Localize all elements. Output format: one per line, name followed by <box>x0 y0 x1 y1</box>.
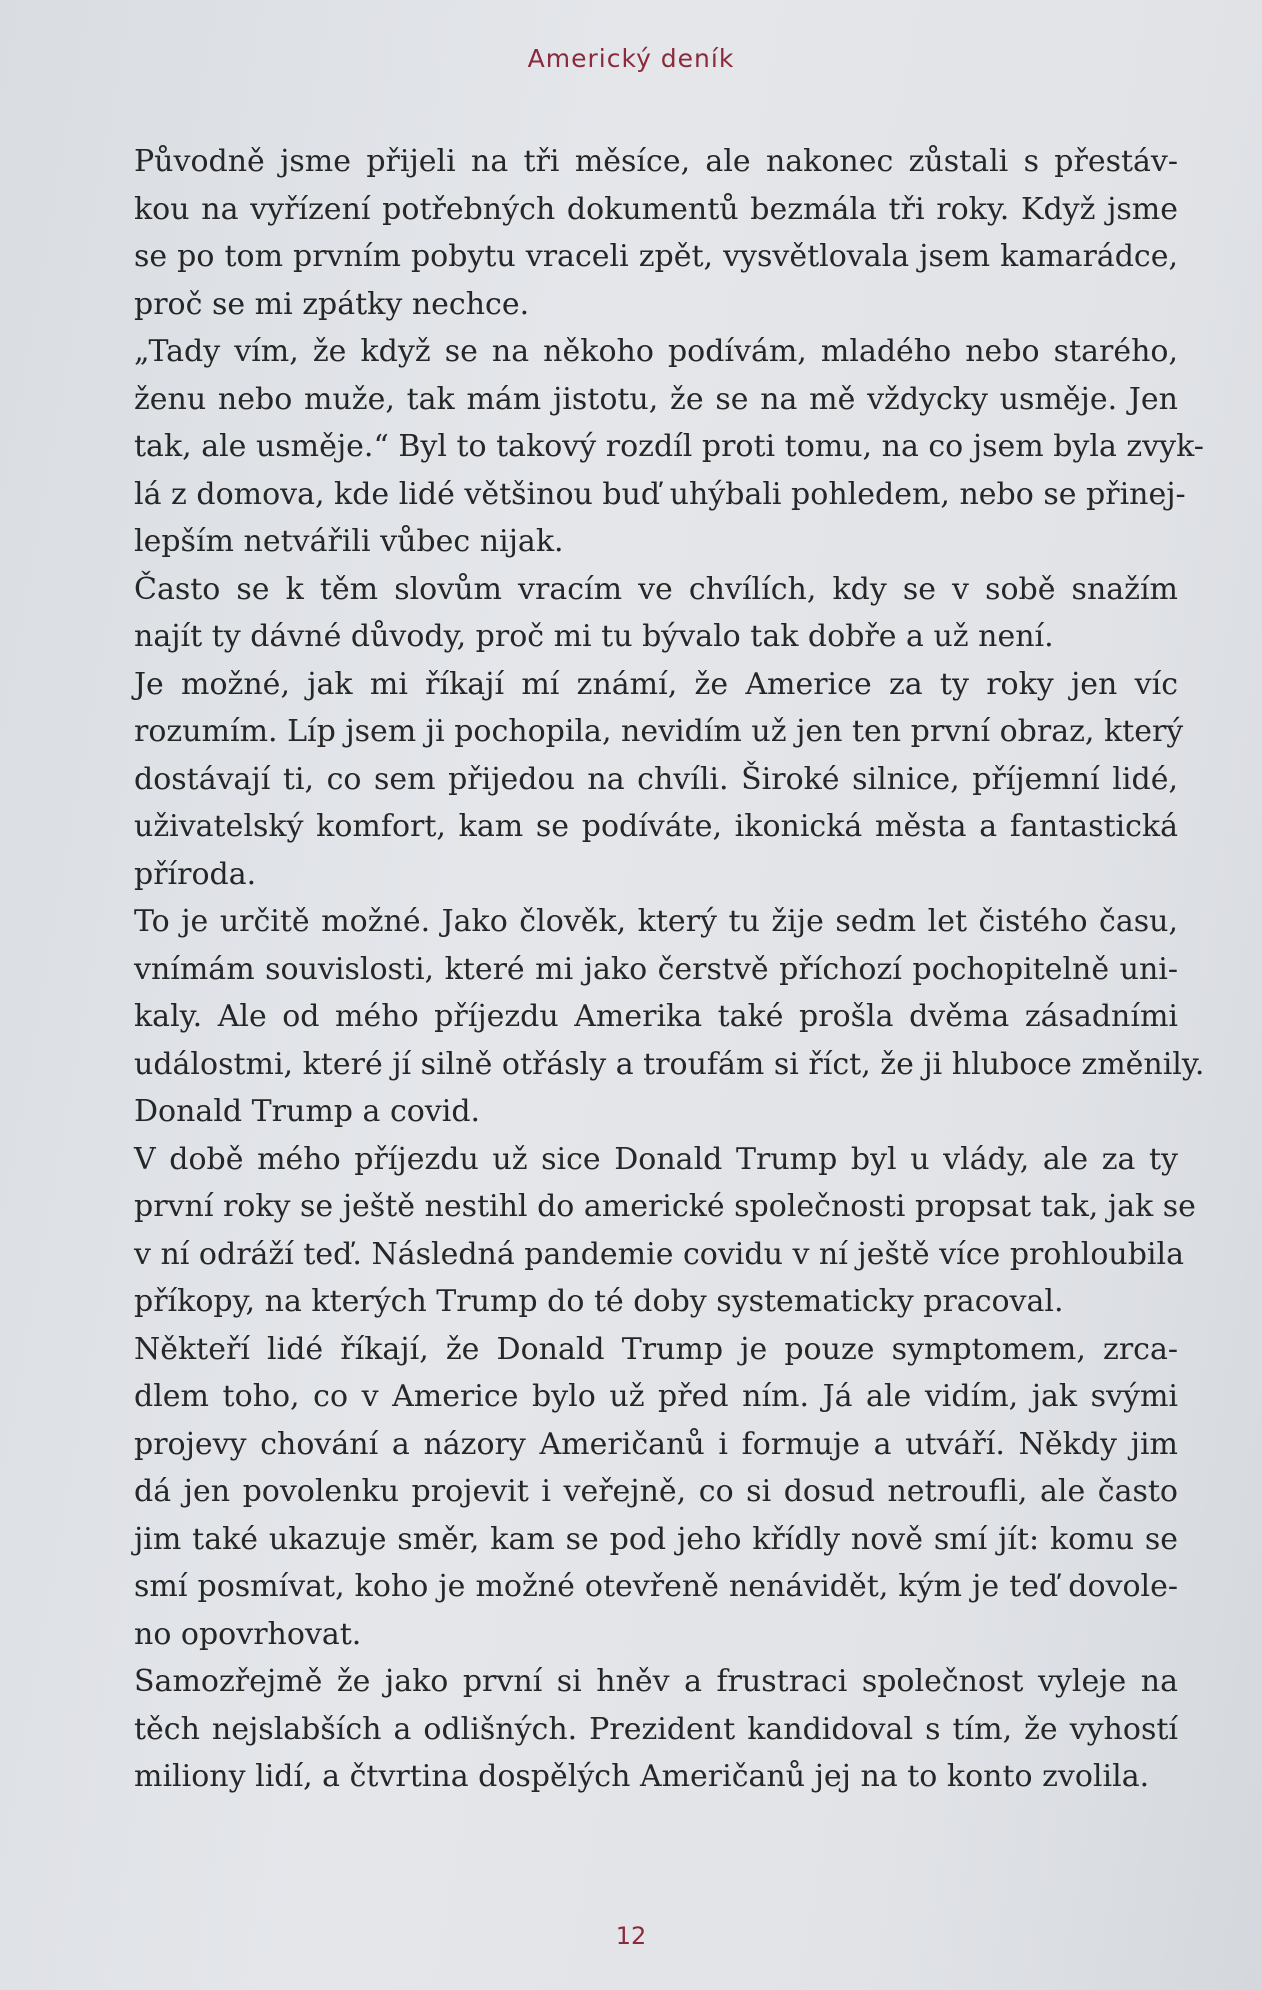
paragraph <box>86 898 1205 1088</box>
text-line: dostávají ti, co sem přijedou na chvíli. Široké silnice, příjemní lidé, <box>134 761 1178 797</box>
text-line: projevy chování a názory Američanů i formuje a utváří. Někdy jim <box>134 1426 1178 1462</box>
text-line: Často se k těm slovům vracím ve chvílích, kdy se v sobě snažím <box>134 571 1178 607</box>
text-line: uživatelský komfort, kam se podíváte, ikonická města a fantastická <box>134 809 1178 844</box>
text-line: miliony lidí, a čtvrtina dospělých Američanů jej na to konto zvolila. <box>134 1759 1150 1794</box>
paragraph <box>86 1136 1196 1326</box>
text-line: kou na vyřízení potřebných dokumentů bezmála tři roky. Když jsme <box>134 191 1178 227</box>
text-line: smí posmívat, koho je možné otevřeně nenávidět, kým je teď dovole- <box>134 1569 1178 1604</box>
text-line: dá jen povolenku projevit i veřejně, co si dosud netroufli, ale často <box>134 1474 1178 1509</box>
paragraph <box>86 566 1178 661</box>
text-line: příroda. <box>134 856 257 892</box>
text-line: lá z domova, kde lidé většinou buď uhýbali pohledem, nebo se přinej- <box>134 476 1186 512</box>
paragraph <box>86 1326 1178 1659</box>
text-line: To je určitě možné. Jako člověk, který tu žije sedm let čistého času, <box>134 904 1178 939</box>
text-line: těch nejslabších a odlišných. Prezident kandidoval s tím, že vyhostí <box>134 1711 1178 1747</box>
page-number: 12 <box>615 1922 647 1950</box>
text-line: vnímám souvislosti, které mi jako čerstvě příchozí pochopitelně uni- <box>134 951 1178 987</box>
text-line: lepším netvářili vůbec nijak. <box>134 524 564 559</box>
text-line: Samozřejmě že jako první si hněv a frustraci společnost vyleje na <box>134 1664 1178 1699</box>
text-line: se po tom prvním pobytu vraceli zpět, vysvětlovala jsem kamarádce, <box>134 239 1178 274</box>
paragraph <box>86 138 1178 328</box>
text-line: Někteří lidé říkají, že Donald Trump je pouze symptomem, zrca- <box>134 1331 1178 1367</box>
text-line: rozumím. Líp jsem ji pochopila, nevidím už jen ten první obraz, který <box>134 714 1184 749</box>
text-line: proč se mi zpátky nechce. <box>134 286 530 322</box>
text-line: Je možné, jak mi říkají mí známí, že Americe za ty roky jen víc <box>134 666 1178 702</box>
text-line: kaly. Ale od mého příjezdu Amerika také prošla dvěma zásadními <box>134 999 1178 1034</box>
paragraph <box>86 328 1204 566</box>
running-head: Americký deník <box>527 44 735 73</box>
text-line: jim také ukazuje směr, kam se pod jeho křídly nově smí jít: komu se <box>134 1521 1178 1557</box>
text-line: dlem toho, co v Americe bylo už před ním. Já ale vidím, jak svými <box>134 1379 1178 1414</box>
text-line: tak, ale usměje.“ Byl to takový rozdíl proti tomu, na co jsem byla zvyk- <box>134 429 1204 464</box>
text-line: v ní odráží teď. Následná pandemie covidu v ní ještě více prohloubila <box>134 1236 1184 1272</box>
text-line: Původně jsme přijeli na tři měsíce, ale nakonec zůstali s přestáv- <box>134 144 1178 179</box>
text-line: V době mého příjezdu už sice Donald Trump byl u vlády, ale za ty <box>134 1141 1178 1177</box>
body-text <box>86 138 1205 1801</box>
text-line: „Tady vím, že když se na někoho podívám, mladého nebo starého, <box>134 334 1178 369</box>
paragraph <box>86 1658 1178 1801</box>
paragraph <box>86 661 1184 899</box>
text-line: příkopy, na kterých Trump do té doby systematicky pracoval. <box>134 1284 1064 1319</box>
text-line: najít ty dávné důvody, proč mi tu bývalo tak dobře a už není. <box>134 619 1054 654</box>
text-line: první roky se ještě nestihl do americké společnosti propsat tak, jak se <box>134 1189 1196 1224</box>
text-line: událostmi, které jí silně otřásly a troufám si říct, že ji hluboce změnily. <box>134 1046 1205 1082</box>
paragraph <box>86 1088 1178 1136</box>
text-line: no opovrhovat. <box>134 1616 362 1652</box>
text-line: Donald Trump a covid. <box>134 1094 481 1129</box>
text-line: ženu nebo muže, tak mám jistotu, že se na mě vždycky usměje. Jen <box>134 381 1178 417</box>
